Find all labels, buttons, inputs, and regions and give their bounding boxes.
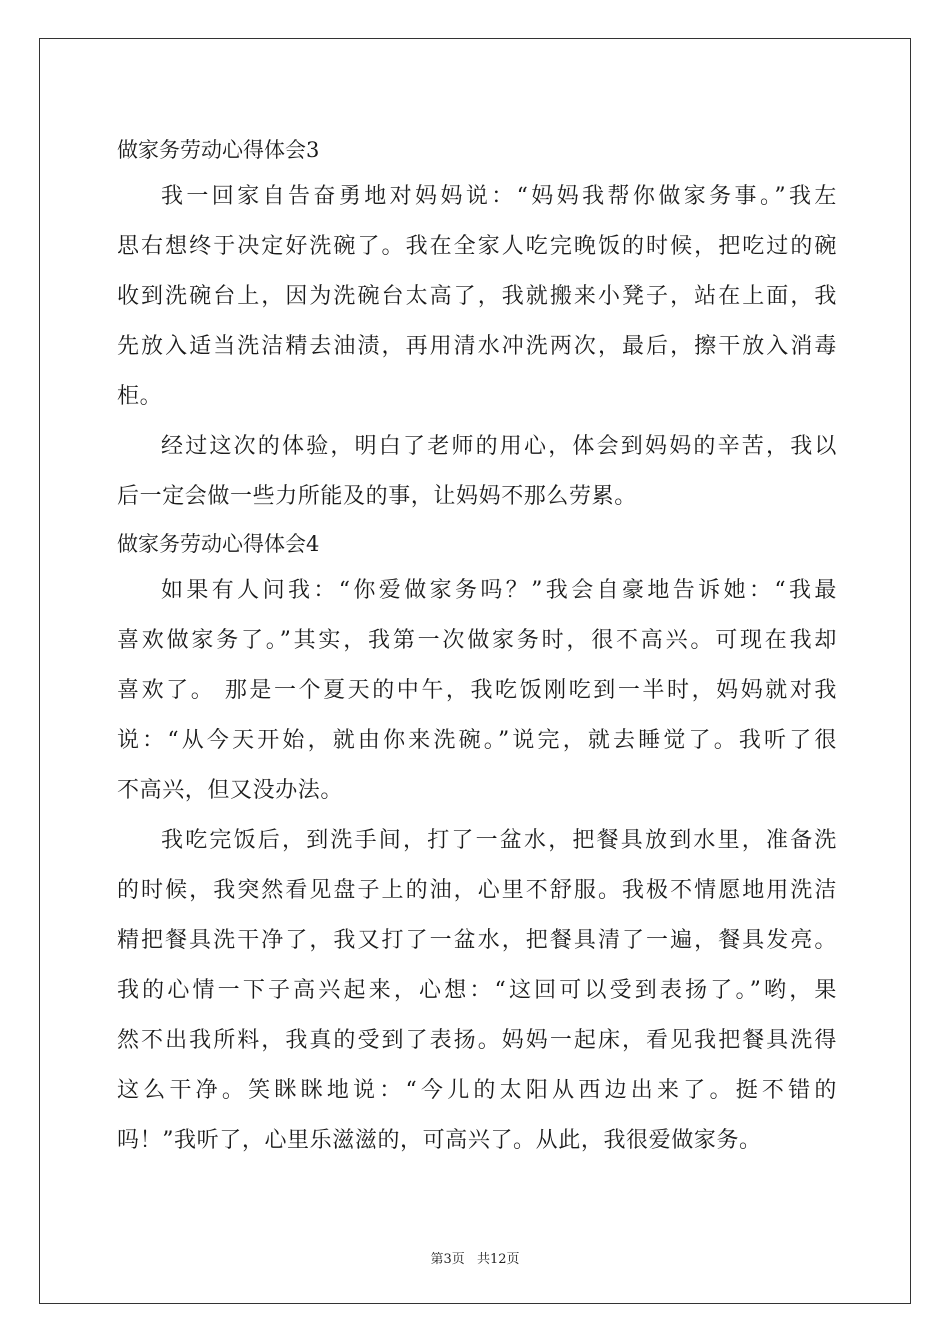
paragraph	[117, 172, 837, 422]
page-total: 共12页	[476, 1252, 520, 1267]
section-title: 做家务劳动心得体会4	[117, 532, 320, 556]
text-line: 吗！”我听了，心里乐滋滋的，可高兴了。从此，我很爱做家务。	[117, 1128, 762, 1153]
text-line: 我一回家自告奋勇地对妈妈说：“妈妈我帮你做家务事。”我左	[161, 184, 837, 209]
section-title: 做家务劳动心得体会3	[117, 138, 320, 162]
text-line: 思右想终于决定好洗碗了。我在全家人吃完晚饭的时候，把吃过的碗	[117, 234, 837, 259]
page-number: 第3页	[430, 1252, 465, 1267]
text-line: 我的心情一下子高兴起来，心想：“这回可以受到表扬了。”哟，果	[117, 978, 837, 1003]
text-line: 的时候，我突然看见盘子上的油，心里不舒服。我极不情愿地用洗洁	[117, 878, 837, 903]
text-line: 喜欢了。 那是一个夏天的中午，我吃饭刚吃到一半时，妈妈就对我	[117, 678, 837, 703]
text-line: 不高兴，但又没办法。	[117, 778, 344, 803]
text-line: 我吃完饭后，到洗手间，打了一盆水，把餐具放到水里，准备洗	[161, 828, 837, 853]
paragraph	[117, 566, 837, 816]
text-line: 然不出我所料，我真的受到了表扬。妈妈一起床，看见我把餐具洗得	[117, 1028, 837, 1053]
text-line: 说：“从今天开始，就由你来洗碗。”说完，就去睡觉了。我听了很	[117, 728, 837, 753]
text-line: 经过这次的体验，明白了老师的用心，体会到妈妈的辛苦，我以	[161, 434, 837, 459]
text-line: 柜。	[117, 384, 163, 409]
text-line: 这么干净。笑眯眯地说：“今儿的太阳从西边出来了。挺不错的	[117, 1078, 837, 1103]
paragraph	[117, 816, 837, 1166]
text-line: 喜欢做家务了。”其实，我第一次做家务时，很不高兴。可现在我却	[117, 628, 837, 653]
text-line: 先放入适当洗洁精去油渍，再用清水冲洗两次，最后，擦干放入消毒	[117, 334, 837, 359]
page-footer	[0, 1248, 950, 1267]
paragraph	[117, 422, 837, 522]
text-line: 收到洗碗台上，因为洗碗台太高了，我就搬来小凳子，站在上面，我	[117, 284, 837, 309]
text-line: 后一定会做一些力所能及的事，让妈妈不那么劳累。	[117, 484, 637, 509]
text-line: 精把餐具洗干净了，我又打了一盆水，把餐具清了一遍，餐具发亮。	[117, 928, 837, 953]
document-body	[117, 128, 837, 1166]
text-line: 如果有人问我：“你爱做家务吗？”我会自豪地告诉她：“我最	[161, 578, 837, 603]
